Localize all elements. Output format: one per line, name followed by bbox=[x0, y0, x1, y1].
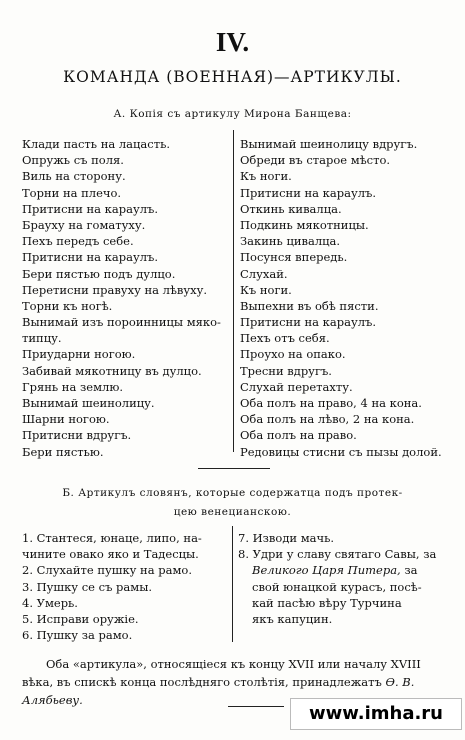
list-item: Оба полъ на лѣво, 2 на кона. bbox=[240, 412, 415, 427]
list-item: Бери пястью подъ дулцо. bbox=[22, 266, 176, 281]
list-item: Притисни на караулъ. bbox=[240, 185, 376, 200]
list-item: Вынимай шеинолицу вдругъ. bbox=[240, 137, 418, 151]
note-author: Ѳ. В. bbox=[385, 675, 415, 689]
list-item: Бери пястью. bbox=[22, 444, 104, 459]
list-item: 1. Стантеся, юнаце, липо, на- bbox=[22, 531, 202, 545]
list-item: Слухай. bbox=[240, 266, 288, 281]
note-line-text: вѣка, въ спискѣ конца послѣдняго столѣтія, принадлежатъ bbox=[22, 675, 382, 689]
list-item: Обреди въ старое мѣсто. bbox=[240, 153, 391, 168]
note-line: Оба «артикула», относящіеся къ концу XVII или началу XVIII bbox=[46, 657, 421, 671]
section-divider bbox=[198, 468, 270, 469]
list-item bbox=[238, 562, 436, 578]
list-item: 4. Умерь. bbox=[22, 595, 78, 610]
list-item: Проухо на опако. bbox=[240, 347, 346, 362]
list-item: Притисни на караулъ. bbox=[22, 250, 158, 265]
list-item: Виль на сторону. bbox=[22, 169, 126, 184]
list-item: 8. Удри у славу святаго Савы, за bbox=[238, 547, 437, 562]
section-b-subtitle-line2: цею венецианскою. bbox=[173, 506, 292, 518]
column-divider-b bbox=[232, 526, 233, 642]
list-item: Выпехни въ обѣ пясти. bbox=[240, 298, 379, 313]
list-item: Торни на плечо. bbox=[22, 185, 122, 200]
list-item: Посунся впередь. bbox=[240, 250, 348, 265]
list-item: Опружь съ поля. bbox=[22, 153, 124, 168]
list-item: Клади пасть на лацасть. bbox=[22, 137, 171, 151]
list-item: Забивай мякотницу въ дулцо. bbox=[22, 363, 202, 378]
list-item: Пехъ отъ себя. bbox=[240, 331, 330, 346]
note-line: Алябьеву. bbox=[22, 693, 83, 707]
list-item: Тресни вдругъ. bbox=[240, 363, 332, 378]
list-item: Пехъ передъ себе. bbox=[22, 234, 134, 249]
list-item: типцу. bbox=[22, 331, 62, 346]
watermark-logo: www.imha.ru bbox=[290, 698, 462, 730]
list-item: 5. Исправи оружіе. bbox=[22, 611, 139, 626]
list-item: Закинь цивалца. bbox=[240, 234, 341, 249]
list-item: 7. Изводи мачь. bbox=[238, 531, 335, 545]
list-item: Перетисни правуху на лѣвуху. bbox=[22, 282, 208, 297]
italic-name: Великого Царя Питера, bbox=[252, 563, 401, 578]
list-item: Брауху на гоматуху. bbox=[22, 217, 146, 232]
chapter-number: IV. bbox=[215, 27, 250, 57]
list-item: якъ капуцин. bbox=[252, 611, 333, 626]
list-item-tail: за bbox=[400, 563, 418, 578]
section-b-right-column bbox=[238, 530, 436, 627]
list-item: Подкинь мякотницы. bbox=[240, 217, 369, 232]
list-item: чините овако яко и Тадесцы. bbox=[22, 547, 199, 562]
list-item: свой юнацкой курасъ, посѣ- bbox=[252, 579, 422, 594]
section-b-subtitle-line1: Б. Артикулъ словянъ, которые содержатца подъ протек- bbox=[62, 487, 403, 499]
section-b-left-column bbox=[22, 530, 202, 643]
section-a-right-column bbox=[240, 136, 442, 460]
list-item: кай пасѣю вѣру Турчина bbox=[252, 595, 402, 610]
list-item: Къ ноги. bbox=[240, 282, 292, 297]
bottom-rule bbox=[228, 706, 284, 707]
section-a-subtitle: А. Копія съ артикулу Мирона Банщева: bbox=[113, 108, 352, 120]
list-item: Слухай перетахту. bbox=[240, 379, 353, 394]
list-item: Притисни на караулъ. bbox=[22, 201, 158, 216]
page-title: КОМАНДА (ВОЕННАЯ)—АРТИКУЛЫ. bbox=[63, 68, 402, 86]
column-divider bbox=[233, 130, 234, 452]
list-item: Вынимай изъ пороинницы мяко- bbox=[22, 315, 221, 330]
section-a-left-column bbox=[22, 136, 221, 460]
list-item: Притисни на караулъ. bbox=[240, 315, 376, 330]
list-item: 6. Пушку за рамо. bbox=[22, 628, 133, 643]
list-item: 3. Пушку се съ рамы. bbox=[22, 579, 153, 594]
list-item: Притисни вдругъ. bbox=[22, 428, 132, 443]
list-item: Вынимай шеинолицу. bbox=[22, 396, 155, 410]
list-item: Шарни ногою. bbox=[22, 412, 110, 427]
list-item: Оба полъ на право, 4 на кона. bbox=[240, 396, 422, 410]
list-item: 2. Слухайте пушку на рамо. bbox=[22, 563, 192, 578]
list-item: Къ ноги. bbox=[240, 169, 292, 184]
list-item: Грянь на землю. bbox=[22, 379, 123, 394]
list-item: Редовицы стисни съ пызы долой. bbox=[240, 444, 442, 459]
list-item: Оба полъ на право. bbox=[240, 428, 357, 443]
list-item: Откинь кивалца. bbox=[240, 201, 342, 216]
list-item: Торни къ ногѣ. bbox=[22, 298, 113, 313]
note-line bbox=[22, 673, 450, 691]
list-item: Приударни ногою. bbox=[22, 347, 136, 362]
